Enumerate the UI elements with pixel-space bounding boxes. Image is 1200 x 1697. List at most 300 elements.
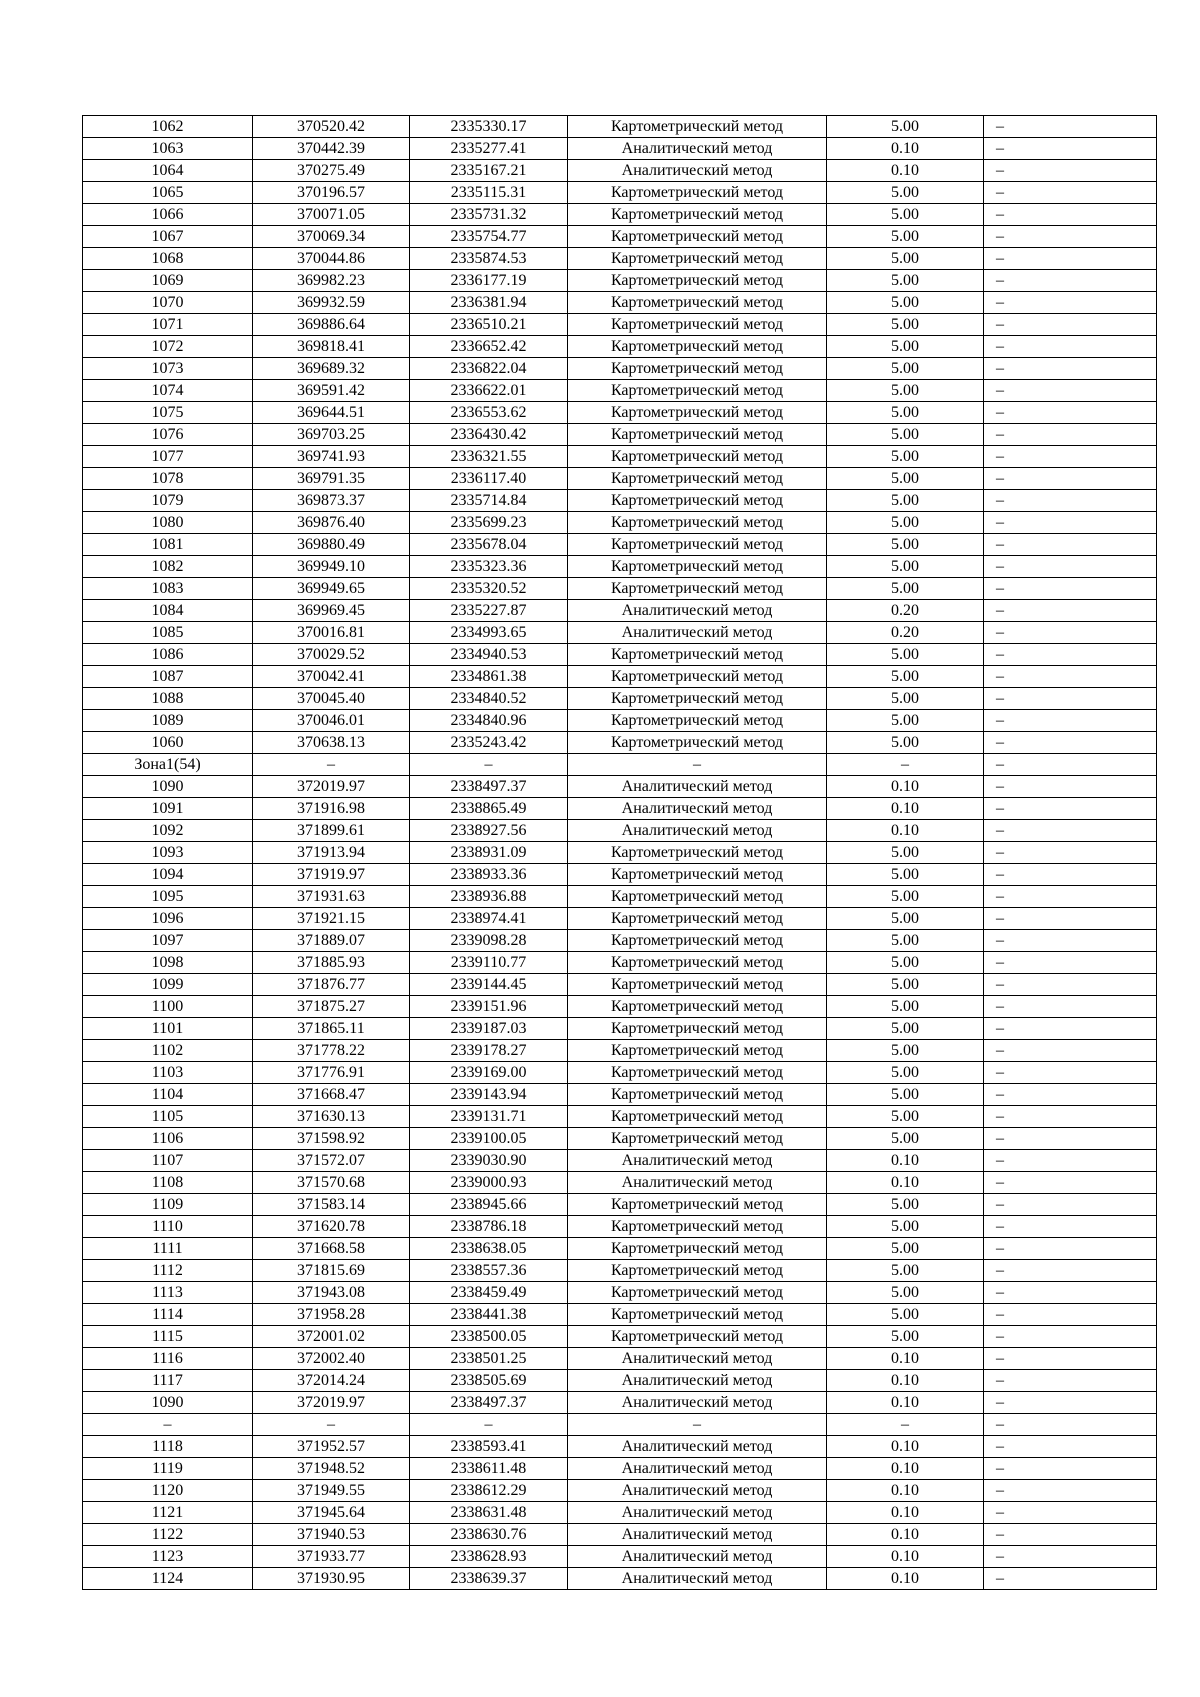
point-number-cell: 1067 bbox=[83, 226, 253, 248]
point-number-cell: 1089 bbox=[83, 710, 253, 732]
description-cell: – bbox=[984, 534, 1157, 556]
description-cell: – bbox=[984, 226, 1157, 248]
y-coordinate-cell: 2334840.52 bbox=[410, 688, 568, 710]
table-row bbox=[83, 314, 1157, 336]
point-number-cell: 1073 bbox=[83, 358, 253, 380]
description-cell: – bbox=[984, 1018, 1157, 1040]
accuracy-cell: 5.00 bbox=[827, 666, 984, 688]
method-cell: – bbox=[568, 754, 827, 776]
method-cell: Картометрический метод bbox=[568, 1018, 827, 1040]
table-row bbox=[83, 1480, 1157, 1502]
point-number-cell: – bbox=[83, 1414, 253, 1436]
method-cell: Картометрический метод bbox=[568, 314, 827, 336]
description-cell: – bbox=[984, 1524, 1157, 1546]
y-coordinate-cell: 2336822.04 bbox=[410, 358, 568, 380]
y-coordinate-cell: 2339143.94 bbox=[410, 1084, 568, 1106]
x-coordinate-cell: 371875.27 bbox=[253, 996, 410, 1018]
method-cell: Аналитический метод bbox=[568, 1436, 827, 1458]
x-coordinate-cell: 369873.37 bbox=[253, 490, 410, 512]
point-number-cell: 1082 bbox=[83, 556, 253, 578]
accuracy-cell: 0.10 bbox=[827, 798, 984, 820]
x-coordinate-cell: 371943.08 bbox=[253, 1282, 410, 1304]
accuracy-cell: 0.10 bbox=[827, 1546, 984, 1568]
accuracy-cell: 5.00 bbox=[827, 952, 984, 974]
y-coordinate-cell: 2336510.21 bbox=[410, 314, 568, 336]
point-number-cell: 1112 bbox=[83, 1260, 253, 1282]
accuracy-cell: 0.10 bbox=[827, 820, 984, 842]
point-number-cell: 1083 bbox=[83, 578, 253, 600]
point-number-cell: 1071 bbox=[83, 314, 253, 336]
x-coordinate-cell: 371620.78 bbox=[253, 1216, 410, 1238]
method-cell: Аналитический метод bbox=[568, 1524, 827, 1546]
point-number-cell: 1119 bbox=[83, 1458, 253, 1480]
description-cell: – bbox=[984, 1084, 1157, 1106]
y-coordinate-cell: 2335227.87 bbox=[410, 600, 568, 622]
y-coordinate-cell: 2338865.49 bbox=[410, 798, 568, 820]
x-coordinate-cell: – bbox=[253, 754, 410, 776]
point-number-cell: 1097 bbox=[83, 930, 253, 952]
x-coordinate-cell: 371572.07 bbox=[253, 1150, 410, 1172]
point-number-cell: 1108 bbox=[83, 1172, 253, 1194]
x-coordinate-cell: 371885.93 bbox=[253, 952, 410, 974]
accuracy-cell: 5.00 bbox=[827, 930, 984, 952]
x-coordinate-cell: 371945.64 bbox=[253, 1502, 410, 1524]
description-cell: – bbox=[984, 930, 1157, 952]
table-row bbox=[83, 1018, 1157, 1040]
description-cell: – bbox=[984, 908, 1157, 930]
x-coordinate-cell: 371921.15 bbox=[253, 908, 410, 930]
method-cell: Картометрический метод bbox=[568, 1040, 827, 1062]
method-cell: Картометрический метод bbox=[568, 578, 827, 600]
y-coordinate-cell: 2335699.23 bbox=[410, 512, 568, 534]
point-number-cell: 1066 bbox=[83, 204, 253, 226]
accuracy-cell: 0.10 bbox=[827, 1524, 984, 1546]
method-cell: Картометрический метод bbox=[568, 1106, 827, 1128]
description-cell: – bbox=[984, 512, 1157, 534]
y-coordinate-cell: 2339100.05 bbox=[410, 1128, 568, 1150]
x-coordinate-cell: 371668.58 bbox=[253, 1238, 410, 1260]
y-coordinate-cell: 2336381.94 bbox=[410, 292, 568, 314]
x-coordinate-cell: 369644.51 bbox=[253, 402, 410, 424]
x-coordinate-cell: 371940.53 bbox=[253, 1524, 410, 1546]
point-number-cell: 1107 bbox=[83, 1150, 253, 1172]
accuracy-cell: 5.00 bbox=[827, 226, 984, 248]
y-coordinate-cell: 2339098.28 bbox=[410, 930, 568, 952]
method-cell: Картометрический метод bbox=[568, 292, 827, 314]
table-row bbox=[83, 1546, 1157, 1568]
table-row bbox=[83, 578, 1157, 600]
y-coordinate-cell: 2335754.77 bbox=[410, 226, 568, 248]
point-number-cell: 1099 bbox=[83, 974, 253, 996]
y-coordinate-cell: 2336553.62 bbox=[410, 402, 568, 424]
y-coordinate-cell: 2338630.76 bbox=[410, 1524, 568, 1546]
method-cell: Аналитический метод bbox=[568, 1546, 827, 1568]
y-coordinate-cell: 2339000.93 bbox=[410, 1172, 568, 1194]
table-row bbox=[83, 182, 1157, 204]
point-number-cell: 1060 bbox=[83, 732, 253, 754]
accuracy-cell: 5.00 bbox=[827, 908, 984, 930]
table-row bbox=[83, 820, 1157, 842]
point-number-cell: 1062 bbox=[83, 116, 253, 138]
point-number-cell: 1074 bbox=[83, 380, 253, 402]
table-row bbox=[83, 1128, 1157, 1150]
y-coordinate-cell: 2338497.37 bbox=[410, 776, 568, 798]
description-cell: – bbox=[984, 688, 1157, 710]
method-cell: Аналитический метод bbox=[568, 1568, 827, 1590]
point-number-cell: 1068 bbox=[83, 248, 253, 270]
method-cell: Картометрический метод bbox=[568, 710, 827, 732]
table-row bbox=[83, 336, 1157, 358]
x-coordinate-cell: 369741.93 bbox=[253, 446, 410, 468]
accuracy-cell: 5.00 bbox=[827, 578, 984, 600]
x-coordinate-cell: 370275.49 bbox=[253, 160, 410, 182]
description-cell: – bbox=[984, 270, 1157, 292]
table-row bbox=[83, 710, 1157, 732]
description-cell: – bbox=[984, 1150, 1157, 1172]
point-number-cell: 1114 bbox=[83, 1304, 253, 1326]
x-coordinate-cell: 369969.45 bbox=[253, 600, 410, 622]
method-cell: Картометрический метод bbox=[568, 512, 827, 534]
description-cell: – bbox=[984, 666, 1157, 688]
method-cell: Картометрический метод bbox=[568, 336, 827, 358]
description-cell: – bbox=[984, 1128, 1157, 1150]
point-number-cell: 1084 bbox=[83, 600, 253, 622]
accuracy-cell: 5.00 bbox=[827, 490, 984, 512]
accuracy-cell: 0.10 bbox=[827, 1458, 984, 1480]
method-cell: Картометрический метод bbox=[568, 1304, 827, 1326]
method-cell: Аналитический метод bbox=[568, 1150, 827, 1172]
y-coordinate-cell: 2338441.38 bbox=[410, 1304, 568, 1326]
point-number-cell: 1110 bbox=[83, 1216, 253, 1238]
method-cell: Картометрический метод bbox=[568, 204, 827, 226]
x-coordinate-cell: 371889.07 bbox=[253, 930, 410, 952]
table-row bbox=[83, 1414, 1157, 1436]
y-coordinate-cell: 2338459.49 bbox=[410, 1282, 568, 1304]
method-cell: Картометрический метод bbox=[568, 468, 827, 490]
y-coordinate-cell: 2336177.19 bbox=[410, 270, 568, 292]
point-number-cell: 1122 bbox=[83, 1524, 253, 1546]
x-coordinate-cell: 371776.91 bbox=[253, 1062, 410, 1084]
accuracy-cell: 5.00 bbox=[827, 1062, 984, 1084]
point-number-cell: 1069 bbox=[83, 270, 253, 292]
y-coordinate-cell: 2339131.71 bbox=[410, 1106, 568, 1128]
table-row bbox=[83, 798, 1157, 820]
point-number-cell: 1081 bbox=[83, 534, 253, 556]
y-coordinate-cell: 2335277.41 bbox=[410, 138, 568, 160]
point-number-cell: 1123 bbox=[83, 1546, 253, 1568]
accuracy-cell: 5.00 bbox=[827, 886, 984, 908]
y-coordinate-cell: 2338593.41 bbox=[410, 1436, 568, 1458]
description-cell: – bbox=[984, 116, 1157, 138]
y-coordinate-cell: 2338974.41 bbox=[410, 908, 568, 930]
y-coordinate-cell: 2338931.09 bbox=[410, 842, 568, 864]
method-cell: Картометрический метод bbox=[568, 534, 827, 556]
method-cell: Картометрический метод bbox=[568, 446, 827, 468]
x-coordinate-cell: 372019.97 bbox=[253, 1392, 410, 1414]
y-coordinate-cell: 2338639.37 bbox=[410, 1568, 568, 1590]
x-coordinate-cell: 369949.10 bbox=[253, 556, 410, 578]
y-coordinate-cell: 2339178.27 bbox=[410, 1040, 568, 1062]
y-coordinate-cell: 2338497.37 bbox=[410, 1392, 568, 1414]
x-coordinate-cell: 370044.86 bbox=[253, 248, 410, 270]
table-row bbox=[83, 600, 1157, 622]
point-number-cell: 1104 bbox=[83, 1084, 253, 1106]
x-coordinate-cell: 370042.41 bbox=[253, 666, 410, 688]
method-cell: Картометрический метод bbox=[568, 974, 827, 996]
point-number-cell: 1080 bbox=[83, 512, 253, 534]
description-cell: – bbox=[984, 952, 1157, 974]
method-cell: Картометрический метод bbox=[568, 996, 827, 1018]
table-row bbox=[83, 1150, 1157, 1172]
x-coordinate-cell: 371583.14 bbox=[253, 1194, 410, 1216]
method-cell: Картометрический метод bbox=[568, 1128, 827, 1150]
table-row bbox=[83, 1260, 1157, 1282]
table-row bbox=[83, 226, 1157, 248]
accuracy-cell: 5.00 bbox=[827, 402, 984, 424]
y-coordinate-cell: 2338638.05 bbox=[410, 1238, 568, 1260]
method-cell: Картометрический метод bbox=[568, 226, 827, 248]
table-row bbox=[83, 160, 1157, 182]
accuracy-cell: 0.20 bbox=[827, 600, 984, 622]
y-coordinate-cell: 2338936.88 bbox=[410, 886, 568, 908]
y-coordinate-cell: 2335678.04 bbox=[410, 534, 568, 556]
description-cell: – bbox=[984, 1040, 1157, 1062]
description-cell: – bbox=[984, 138, 1157, 160]
point-number-cell: 1079 bbox=[83, 490, 253, 512]
description-cell: – bbox=[984, 798, 1157, 820]
accuracy-cell: 5.00 bbox=[827, 1106, 984, 1128]
x-coordinate-cell: 369949.65 bbox=[253, 578, 410, 600]
description-cell: – bbox=[984, 974, 1157, 996]
accuracy-cell: 5.00 bbox=[827, 996, 984, 1018]
x-coordinate-cell: 369591.42 bbox=[253, 380, 410, 402]
description-cell: – bbox=[984, 358, 1157, 380]
x-coordinate-cell: 371913.94 bbox=[253, 842, 410, 864]
point-number-cell: 1076 bbox=[83, 424, 253, 446]
table-row bbox=[83, 1524, 1157, 1546]
table-row bbox=[83, 402, 1157, 424]
x-coordinate-cell: 371876.77 bbox=[253, 974, 410, 996]
accuracy-cell: 5.00 bbox=[827, 182, 984, 204]
method-cell: Аналитический метод bbox=[568, 1458, 827, 1480]
x-coordinate-cell: 371865.11 bbox=[253, 1018, 410, 1040]
table-row bbox=[83, 204, 1157, 226]
x-coordinate-cell: 369703.25 bbox=[253, 424, 410, 446]
point-number-cell: 1118 bbox=[83, 1436, 253, 1458]
method-cell: Аналитический метод bbox=[568, 622, 827, 644]
description-cell: – bbox=[984, 1414, 1157, 1436]
accuracy-cell: 5.00 bbox=[827, 292, 984, 314]
description-cell: – bbox=[984, 1436, 1157, 1458]
y-coordinate-cell: 2339030.90 bbox=[410, 1150, 568, 1172]
description-cell: – bbox=[984, 1568, 1157, 1590]
description-cell: – bbox=[984, 1480, 1157, 1502]
accuracy-cell: 5.00 bbox=[827, 864, 984, 886]
point-number-cell: 1090 bbox=[83, 1392, 253, 1414]
accuracy-cell: 5.00 bbox=[827, 270, 984, 292]
point-number-cell: 1117 bbox=[83, 1370, 253, 1392]
method-cell: Картометрический метод bbox=[568, 1194, 827, 1216]
x-coordinate-cell: 372001.02 bbox=[253, 1326, 410, 1348]
point-number-cell: 1124 bbox=[83, 1568, 253, 1590]
description-cell: – bbox=[984, 776, 1157, 798]
x-coordinate-cell: 372014.24 bbox=[253, 1370, 410, 1392]
point-number-cell: 1095 bbox=[83, 886, 253, 908]
description-cell: – bbox=[984, 1326, 1157, 1348]
method-cell: Картометрический метод bbox=[568, 1260, 827, 1282]
table-row bbox=[83, 930, 1157, 952]
x-coordinate-cell: 370069.34 bbox=[253, 226, 410, 248]
y-coordinate-cell: 2338945.66 bbox=[410, 1194, 568, 1216]
x-coordinate-cell: 370071.05 bbox=[253, 204, 410, 226]
point-number-cell: 1096 bbox=[83, 908, 253, 930]
description-cell: – bbox=[984, 446, 1157, 468]
method-cell: Аналитический метод bbox=[568, 1392, 827, 1414]
method-cell: Картометрический метод bbox=[568, 116, 827, 138]
method-cell: Картометрический метод bbox=[568, 930, 827, 952]
method-cell: Картометрический метод bbox=[568, 358, 827, 380]
table-row bbox=[83, 908, 1157, 930]
description-cell: – bbox=[984, 886, 1157, 908]
point-number-cell: 1116 bbox=[83, 1348, 253, 1370]
accuracy-cell: 5.00 bbox=[827, 1238, 984, 1260]
description-cell: – bbox=[984, 1238, 1157, 1260]
x-coordinate-cell: 372002.40 bbox=[253, 1348, 410, 1370]
y-coordinate-cell: 2339169.00 bbox=[410, 1062, 568, 1084]
table-row bbox=[83, 776, 1157, 798]
table-row bbox=[83, 468, 1157, 490]
y-coordinate-cell: 2335115.31 bbox=[410, 182, 568, 204]
point-number-cell: 1098 bbox=[83, 952, 253, 974]
table-row bbox=[83, 116, 1157, 138]
y-coordinate-cell: 2336622.01 bbox=[410, 380, 568, 402]
table-row bbox=[83, 952, 1157, 974]
method-cell: Картометрический метод bbox=[568, 1282, 827, 1304]
accuracy-cell: 5.00 bbox=[827, 424, 984, 446]
method-cell: Картометрический метод bbox=[568, 688, 827, 710]
method-cell: Картометрический метод bbox=[568, 402, 827, 424]
table-row bbox=[83, 380, 1157, 402]
point-number-cell: 1111 bbox=[83, 1238, 253, 1260]
x-coordinate-cell: 371952.57 bbox=[253, 1436, 410, 1458]
coordinates-table bbox=[82, 115, 1157, 1590]
table-row bbox=[83, 1502, 1157, 1524]
y-coordinate-cell: 2338933.36 bbox=[410, 864, 568, 886]
table-row bbox=[83, 842, 1157, 864]
table-row bbox=[83, 666, 1157, 688]
point-number-cell: 1078 bbox=[83, 468, 253, 490]
method-cell: Аналитический метод bbox=[568, 1370, 827, 1392]
accuracy-cell: 5.00 bbox=[827, 314, 984, 336]
y-coordinate-cell: 2338557.36 bbox=[410, 1260, 568, 1282]
table-row bbox=[83, 1436, 1157, 1458]
x-coordinate-cell: 371630.13 bbox=[253, 1106, 410, 1128]
accuracy-cell: 5.00 bbox=[827, 534, 984, 556]
point-number-cell: 1121 bbox=[83, 1502, 253, 1524]
table-row bbox=[83, 1194, 1157, 1216]
y-coordinate-cell: 2336430.42 bbox=[410, 424, 568, 446]
table-row bbox=[83, 1282, 1157, 1304]
method-cell: Картометрический метод bbox=[568, 644, 827, 666]
y-coordinate-cell: 2335714.84 bbox=[410, 490, 568, 512]
method-cell: Аналитический метод bbox=[568, 820, 827, 842]
method-cell: Картометрический метод bbox=[568, 270, 827, 292]
accuracy-cell: 0.10 bbox=[827, 1568, 984, 1590]
accuracy-cell: 5.00 bbox=[827, 710, 984, 732]
accuracy-cell: 5.00 bbox=[827, 380, 984, 402]
method-cell: Картометрический метод bbox=[568, 1326, 827, 1348]
method-cell: Аналитический метод bbox=[568, 776, 827, 798]
accuracy-cell: 5.00 bbox=[827, 556, 984, 578]
table-row bbox=[83, 1348, 1157, 1370]
method-cell: Картометрический метод bbox=[568, 732, 827, 754]
table-row bbox=[83, 732, 1157, 754]
point-number-cell: 1094 bbox=[83, 864, 253, 886]
description-cell: – bbox=[984, 402, 1157, 424]
y-coordinate-cell: – bbox=[410, 1414, 568, 1436]
point-number-cell: 1106 bbox=[83, 1128, 253, 1150]
y-coordinate-cell: 2335874.53 bbox=[410, 248, 568, 270]
description-cell: – bbox=[984, 864, 1157, 886]
description-cell: – bbox=[984, 996, 1157, 1018]
y-coordinate-cell: 2338927.56 bbox=[410, 820, 568, 842]
point-number-cell: 1102 bbox=[83, 1040, 253, 1062]
accuracy-cell: 0.10 bbox=[827, 776, 984, 798]
accuracy-cell: 5.00 bbox=[827, 1216, 984, 1238]
point-number-cell: 1091 bbox=[83, 798, 253, 820]
x-coordinate-cell: 370196.57 bbox=[253, 182, 410, 204]
description-cell: – bbox=[984, 1194, 1157, 1216]
table-row bbox=[83, 886, 1157, 908]
description-cell: – bbox=[984, 1370, 1157, 1392]
table-row bbox=[83, 622, 1157, 644]
x-coordinate-cell: 371933.77 bbox=[253, 1546, 410, 1568]
description-cell: – bbox=[984, 1392, 1157, 1414]
description-cell: – bbox=[984, 710, 1157, 732]
method-cell: Аналитический метод bbox=[568, 1480, 827, 1502]
description-cell: – bbox=[984, 1282, 1157, 1304]
method-cell: Аналитический метод bbox=[568, 600, 827, 622]
description-cell: – bbox=[984, 1458, 1157, 1480]
table-row bbox=[83, 292, 1157, 314]
y-coordinate-cell: 2339187.03 bbox=[410, 1018, 568, 1040]
table-row bbox=[83, 512, 1157, 534]
table-row bbox=[83, 644, 1157, 666]
x-coordinate-cell: 369880.49 bbox=[253, 534, 410, 556]
x-coordinate-cell: 370029.52 bbox=[253, 644, 410, 666]
point-number-cell: 1087 bbox=[83, 666, 253, 688]
point-number-cell: 1105 bbox=[83, 1106, 253, 1128]
accuracy-cell: 0.20 bbox=[827, 622, 984, 644]
table-row bbox=[83, 754, 1157, 776]
x-coordinate-cell: 370045.40 bbox=[253, 688, 410, 710]
x-coordinate-cell: 371958.28 bbox=[253, 1304, 410, 1326]
point-number-cell: 1113 bbox=[83, 1282, 253, 1304]
x-coordinate-cell: 370638.13 bbox=[253, 732, 410, 754]
y-coordinate-cell: 2335323.36 bbox=[410, 556, 568, 578]
table-row bbox=[83, 490, 1157, 512]
table-row bbox=[83, 1458, 1157, 1480]
y-coordinate-cell: 2336117.40 bbox=[410, 468, 568, 490]
x-coordinate-cell: 370442.39 bbox=[253, 138, 410, 160]
accuracy-cell: 5.00 bbox=[827, 842, 984, 864]
y-coordinate-cell: 2338612.29 bbox=[410, 1480, 568, 1502]
accuracy-cell: 0.10 bbox=[827, 1392, 984, 1414]
accuracy-cell: 0.10 bbox=[827, 1502, 984, 1524]
accuracy-cell: 5.00 bbox=[827, 336, 984, 358]
table-row bbox=[83, 688, 1157, 710]
accuracy-cell: 0.10 bbox=[827, 1348, 984, 1370]
